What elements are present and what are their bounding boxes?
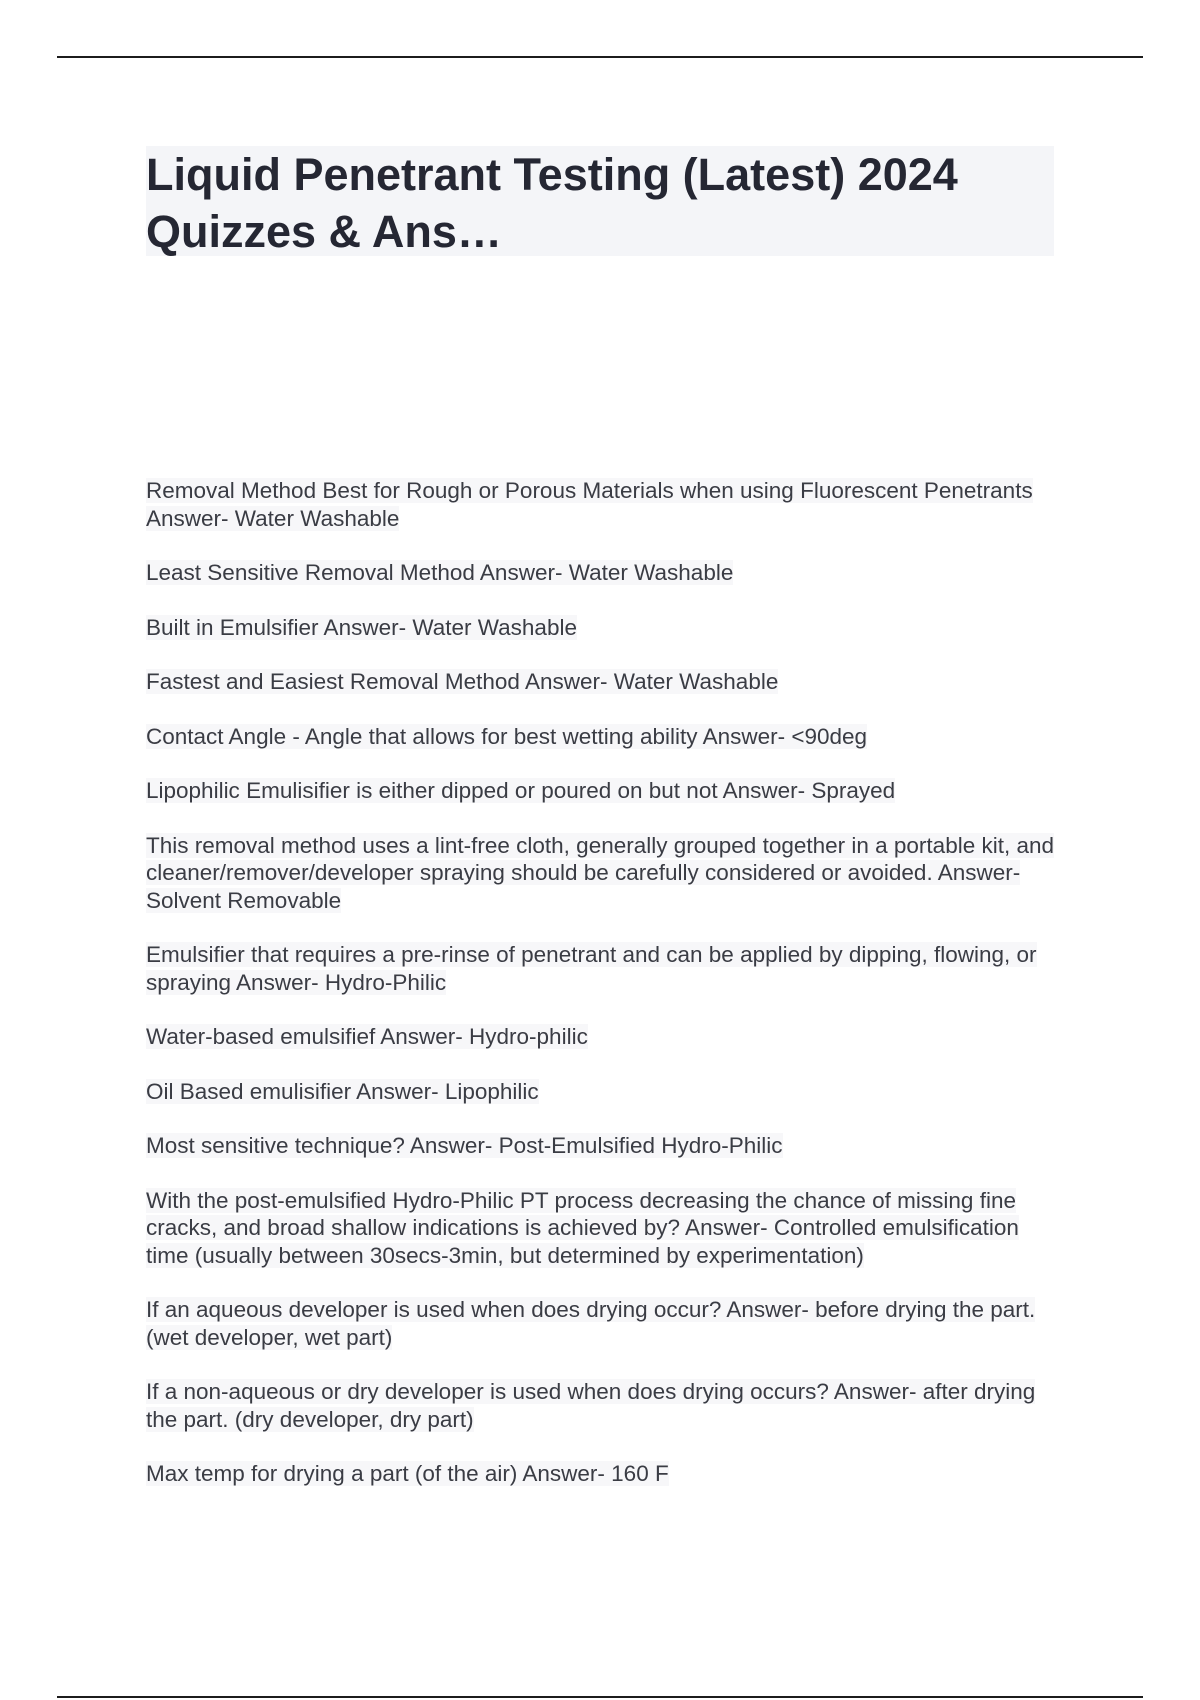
qa-text: Water-based emulsifief Answer- Hydro-philic <box>146 1024 588 1049</box>
bottom-divider <box>57 1696 1143 1698</box>
qa-text: This removal method uses a lint-free cloth, generally grouped together in a portable kit, and cleaner/remover/developer spraying should be carefully considered or avoided. Answer- Solvent Removable <box>146 832 1055 913</box>
qa-item <box>146 477 1066 532</box>
qa-text: With the post-emulsified Hydro-Philic PT process decreasing the chance of missing fine cracks, and broad shallow indications is achieved by? Answer- Controlled emulsification time (usually between 30secs-3min, but determined by experimentation) <box>146 1187 1019 1268</box>
qa-text: If an aqueous developer is used when does drying occur? Answer- before drying the part. (wet developer, wet part) <box>146 1297 1036 1350</box>
title-block <box>146 146 1054 256</box>
qa-text: Fastest and Easiest Removal Method Answer- Water Washable <box>146 669 779 694</box>
qa-list <box>146 477 1066 1515</box>
qa-text: Contact Angle - Angle that allows for best wetting ability Answer- <90deg <box>146 723 868 749</box>
qa-item <box>146 832 1066 915</box>
qa-text: Most sensitive technique? Answer- Post-Emulsified Hydro-Philic <box>146 1133 783 1158</box>
qa-text: If a non-aqueous or dry developer is used when does drying occurs? Answer- after drying the part. (dry developer, dry part) <box>146 1379 1036 1432</box>
qa-item <box>146 1460 1066 1488</box>
qa-item <box>146 668 1066 696</box>
qa-item <box>146 1187 1066 1270</box>
qa-item <box>146 1378 1066 1433</box>
qa-item <box>146 723 1066 751</box>
qa-text: Built in Emulsifier Answer- Water Washable <box>146 614 577 640</box>
qa-text: Max temp for drying a part (of the air) Answer- 160 F <box>146 1461 669 1486</box>
qa-item <box>146 1023 1066 1051</box>
qa-item <box>146 1296 1066 1351</box>
qa-item <box>146 1078 1066 1106</box>
qa-item <box>146 777 1066 805</box>
qa-item <box>146 941 1066 996</box>
qa-item <box>146 1132 1066 1160</box>
qa-text: Emulsifier that requires a pre-rinse of penetrant and can be applied by dipping, flowing, or spraying Answer- Hydro-Philic <box>146 942 1037 995</box>
qa-text: Least Sensitive Removal Method Answer- Water Washable <box>146 560 734 585</box>
document-title: Liquid Penetrant Testing (Latest) 2024 Quizzes & Ans… <box>146 149 958 257</box>
qa-item <box>146 614 1066 642</box>
qa-item <box>146 559 1066 587</box>
qa-text: Lipophilic Emulisifier is either dipped or poured on but not Answer- Sprayed <box>146 778 896 803</box>
top-divider <box>57 56 1143 58</box>
qa-text: Removal Method Best for Rough or Porous Materials when using Fluorescent Penetrants Answer- Water Washable <box>146 478 1033 531</box>
qa-text: Oil Based emulisifier Answer- Lipophilic <box>146 1078 539 1104</box>
